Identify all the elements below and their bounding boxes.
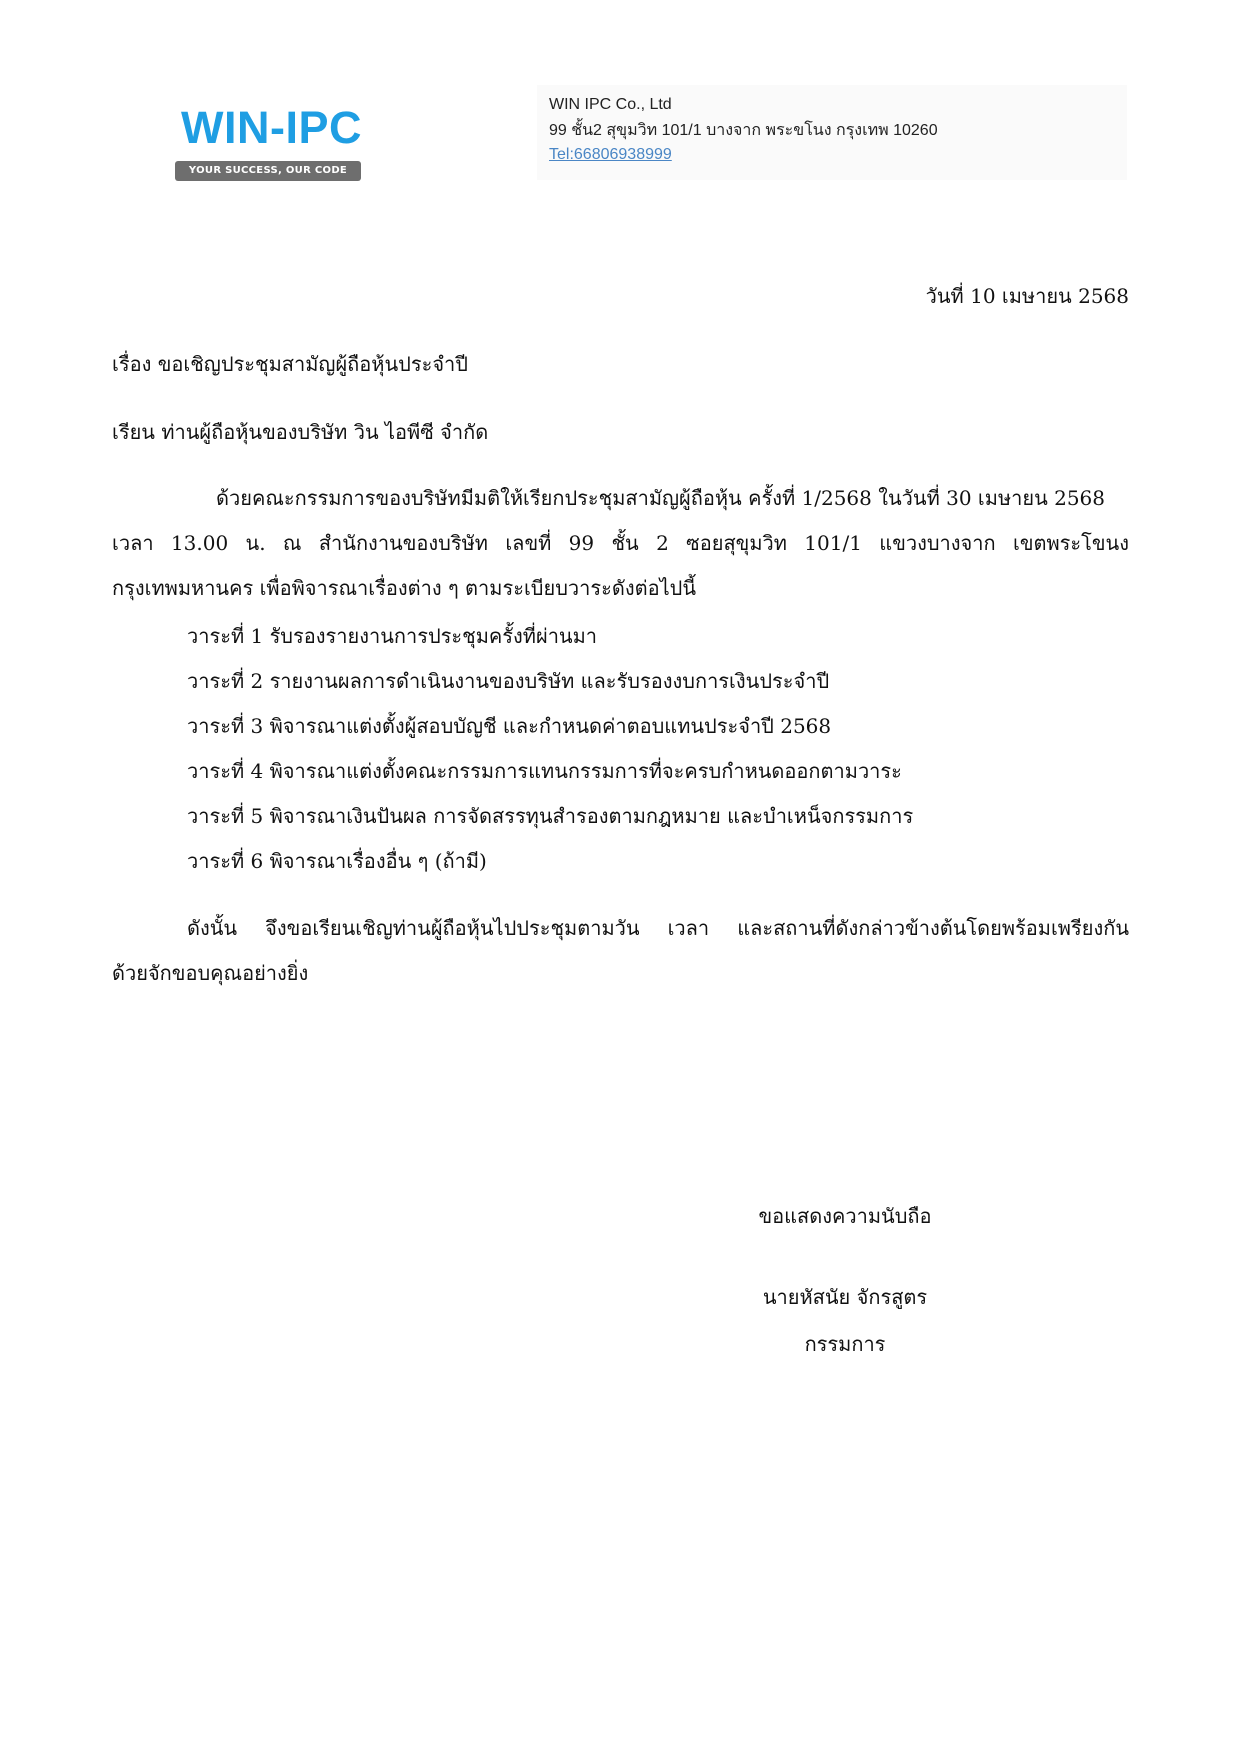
- intro-line-2: เวลา 13.00 น. ณ สำนักงานของบริษัท เลขที่ 99 ชั้น 2 ซอยสุขุมวิท 101/1 แขวงบางจาก เขตพระโขนง: [112, 531, 1129, 555]
- agenda-item: วาระที่ 2 รายงานผลการดำเนินงานของบริษัท และรับรองงบการเงินประจำปี: [187, 669, 830, 693]
- company-logo: [175, 102, 362, 185]
- letter-date: วันที่ 10 เมษายน 2568: [925, 284, 1129, 308]
- closing-paragraph: [112, 906, 1129, 996]
- closing-regards: ขอแสดงความนับถือ: [758, 1204, 932, 1228]
- closing-line-2: ด้วยจักขอบคุณอย่างยิ่ง: [112, 961, 309, 985]
- logo-tagline: YOUR SUCCESS, OUR CODE: [175, 161, 361, 181]
- intro-paragraph: [112, 476, 1129, 611]
- agenda-item: วาระที่ 3 พิจารณาแต่งตั้งผู้สอบบัญชี และกำหนดค่าตอบแทนประจำปี 2568: [187, 714, 832, 738]
- logo-wordmark: WIN-IPC: [181, 102, 362, 153]
- agenda-item: วาระที่ 4 พิจารณาแต่งตั้งคณะกรรมการแทนกรรมการที่จะครบกำหนดออกตามวาระ: [187, 759, 902, 783]
- signer-name: นายหัสนัย จักรสูตร: [762, 1285, 928, 1309]
- company-info-block: [537, 85, 1127, 180]
- agenda-item: วาระที่ 6 พิจารณาเรื่องอื่น ๆ (ถ้ามี): [187, 849, 487, 873]
- agenda-item: วาระที่ 1 รับรองรายงานการประชุมครั้งที่ผ่านมา: [187, 624, 598, 648]
- company-name: WIN IPC Co., Ltd: [549, 96, 672, 113]
- agenda-item: วาระที่ 5 พิจารณาเงินปันผล การจัดสรรทุนสำรองตามกฎหมาย และบำเหน็จกรรมการ: [187, 804, 914, 828]
- company-address: 99 ชั้น2 สุขุมวิท 101/1 บางจาก พระขโนง กรุงเทพ 10260: [549, 122, 938, 139]
- signer-title: กรรมการ: [804, 1332, 886, 1356]
- company-tel-link[interactable]: Tel:66806938999: [549, 146, 672, 163]
- letter-subject: เรื่อง ขอเชิญประชุมสามัญผู้ถือหุ้นประจำปี: [112, 352, 468, 376]
- intro-line-3: กรุงเทพมหานคร เพื่อพิจารณาเรื่องต่าง ๆ ตามระเบียบวาระดังต่อไปนี้: [112, 576, 697, 600]
- closing-line-1: ดังนั้น จึงขอเรียนเชิญท่านผู้ถือหุ้นไปประชุมตามวัน เวลา และสถานที่ดังกล่าวข้างต้นโดยพร้อมเพรียงกัน: [187, 916, 1129, 940]
- intro-line-1: ด้วยคณะกรรมการของบริษัทมีมติให้เรียกประชุมสามัญผู้ถือหุ้น ครั้งที่ 1/2568 ในวันที่ 30 เมษายน 2568: [216, 486, 1106, 510]
- letter-salutation: เรียน ท่านผู้ถือหุ้นของบริษัท วิน ไอพีซี จำกัด: [112, 420, 489, 444]
